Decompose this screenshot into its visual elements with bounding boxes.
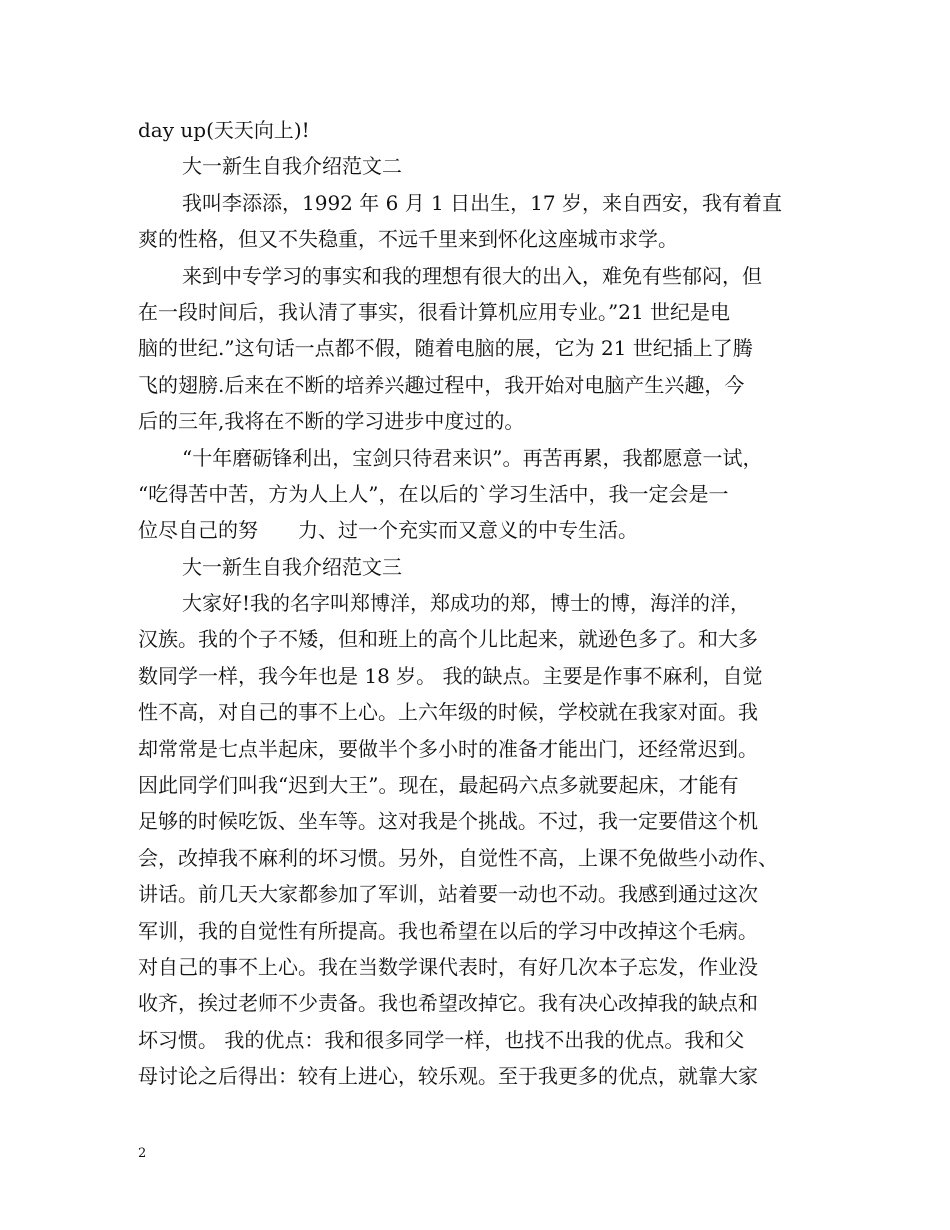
document-body (138, 112, 828, 1095)
paragraph-line (138, 512, 828, 548)
paragraph-line: 大家好!我的名字叫郑博洋，郑成功的郑，博士的博，海洋的洋， (182, 591, 751, 616)
paragraph-line: 讲话。前几天大家都参加了军训，站着要一动也不动。我感到通过这次 (138, 882, 758, 907)
page-number: 2 (138, 1146, 147, 1161)
line-segment: 力、过一个充实而又意义的中专生活。 (298, 518, 638, 543)
paragraph-line: 坏习惯。 我的优点：我和很多同学一样，也找不出我的优点。我和父 (138, 1027, 745, 1052)
paragraph-line: 因此同学们叫我“迟到大王”。现在，最起码六点多就要起床，才能有 (138, 773, 739, 798)
paragraph-line: 母讨论之后得出：较有上进心，较乐观。至于我更多的优点，就靠大家 (138, 1064, 758, 1089)
paragraph-line: 我叫李添添，1992 年 6 月 1 日出生，17 岁，来自西安，我有着直 (182, 190, 782, 215)
paragraph-line: 来到中专学习的事实和我的理想有很大的出入，难免有些郁闷，但 (182, 263, 762, 288)
paragraph-line: 后的三年,我将在不断的学习进步中度过的。 (138, 409, 525, 434)
text-line: day up(天天向上)! (138, 118, 310, 142)
line-segment: 位尽自己的努 (138, 518, 258, 543)
paragraph-line: 足够的时候吃饭、坐车等。这对我是个挑战。不过，我一定要借这个机 (138, 809, 758, 834)
paragraph-line: 收齐，挨过老师不少责备。我也希望改掉它。我有决心改掉我的缺点和 (138, 991, 758, 1016)
paragraph-line: 却常常是七点半起床，要做半个多小时的准备才能出门，还经常迟到。 (138, 736, 758, 761)
paragraph-line: 爽的性格，但又不失稳重，不远千里来到怀化这座城市求学。 (138, 227, 678, 252)
paragraph-line: 脑的世纪.”这句话一点都不假，随着电脑的展，它为 21 世纪插上了腾 (138, 336, 753, 361)
paragraph-line: 数同学一样，我今年也是 18 岁。 我的缺点。主要是作事不麻利，自觉 (138, 663, 763, 688)
paragraph-line: 对自己的事不上心。我在当数学课代表时，有好几次本子忘发，作业没 (138, 954, 758, 979)
paragraph-line: 在一段时间后，我认清了事实，很看计算机应用专业。”21 世纪是电 (138, 299, 731, 324)
paragraph-line: 军训，我的自觉性有所提高。我也希望在以后的学习中改掉这个毛病。 (138, 918, 758, 943)
paragraph-line: 汉族。我的个子不矮，但和班上的高个儿比起来，就逊色多了。和大多 (138, 627, 758, 652)
section-heading: 大一新生自我介绍范文二 (182, 154, 402, 179)
paragraph-line: 性不高，对自己的事不上心。上六年级的时候，学校就在我家对面。我 (138, 700, 758, 725)
paragraph-line: 飞的翅膀.后来在不断的培养兴趣过程中，我开始对电脑产生兴趣，今 (138, 372, 745, 397)
section-heading: 大一新生自我介绍范文三 (182, 554, 402, 579)
paragraph-line: “十年磨砺锋利出，宝剑只待君来识”。再苦再累，我都愿意一试， (182, 445, 763, 470)
paragraph-line: 会，改掉我不麻利的坏习惯。另外，自觉性不高，上课不免做些小动作、 (138, 845, 778, 870)
paragraph-line: “吃得苦中苦，方为人上人”，在以后的`学习生活中，我一定会是一 (138, 481, 729, 506)
